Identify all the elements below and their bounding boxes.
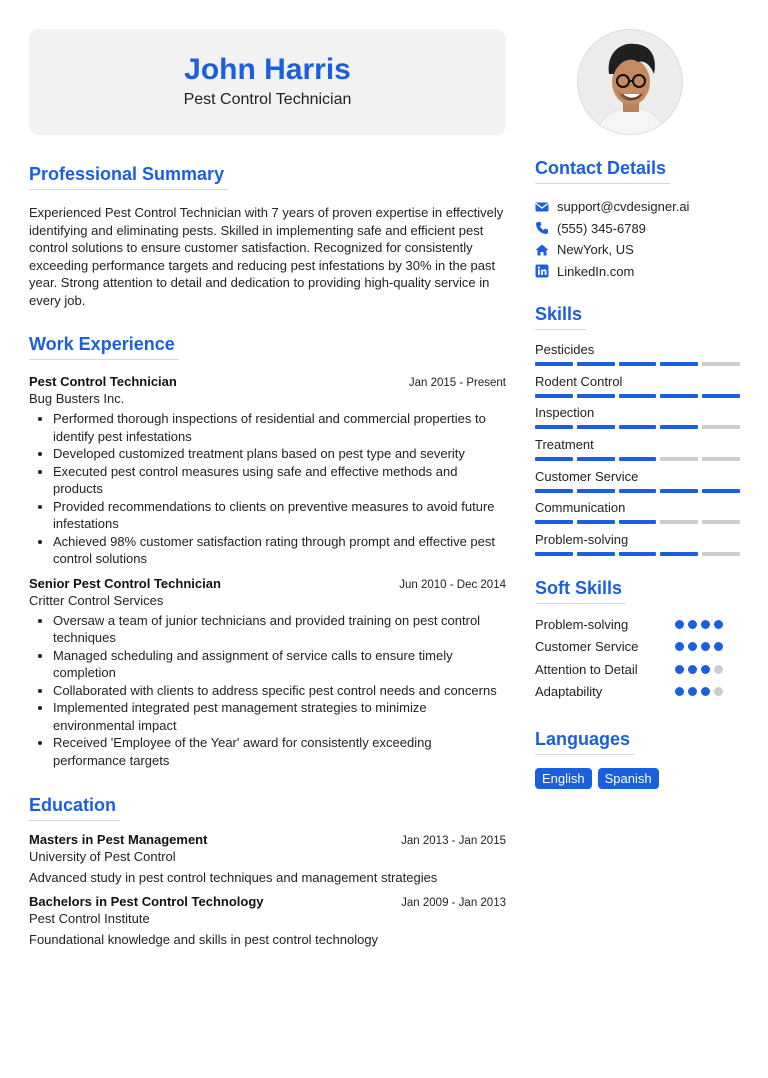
envelope-icon <box>535 200 549 214</box>
skill-level-segment <box>577 457 615 461</box>
professional-summary-section <box>29 164 506 309</box>
rating-dot <box>714 665 723 674</box>
skill-level-segment <box>702 457 740 461</box>
skill-level-segment <box>619 489 657 493</box>
candidate-name: John Harris <box>184 53 351 86</box>
skills-section <box>535 304 740 564</box>
rating-dot <box>688 687 697 696</box>
skill-label: Customer Service <box>535 468 639 484</box>
rating-dot <box>688 642 697 651</box>
rating-dot <box>701 642 710 651</box>
bullet-item: • Executed pest control measures using safe and effective methods and products <box>53 463 506 498</box>
job-company: Critter Control Services <box>29 592 164 608</box>
education-entry <box>29 832 506 885</box>
contact-email <box>535 196 740 218</box>
skill-level-bar <box>535 520 740 524</box>
skill-level-segment <box>660 489 698 493</box>
contact-phone-text: (555) 345-6789 <box>557 220 646 236</box>
job-date: Jan 2015 - Present <box>408 377 506 389</box>
skill-level-segment <box>702 362 740 366</box>
language-badges <box>535 768 740 789</box>
soft-skill-label: Customer Service <box>535 639 639 655</box>
skill-level-segment <box>535 362 573 366</box>
skill-level-segment <box>702 489 740 493</box>
bullet-item: • Performed thorough inspections of residential and commercial properties to identify pest infestations <box>53 410 506 445</box>
work-experience-section <box>29 334 506 769</box>
soft-skills-list <box>535 613 740 703</box>
bullet-item: • Developed customized treatment plans based on pest type and severity <box>53 445 506 463</box>
skill-level-bar <box>535 552 740 556</box>
right-column <box>535 158 740 789</box>
skill-label: Rodent Control <box>535 373 623 389</box>
skill-level-segment <box>577 425 615 429</box>
school-name: University of Pest Control <box>29 849 176 864</box>
skill-level-segment <box>619 520 657 524</box>
contact-location <box>535 239 740 261</box>
education-description: Advanced study in pest control techniques and management strategies <box>29 870 438 885</box>
rating-dot <box>714 620 723 629</box>
skill-item <box>535 342 740 374</box>
skill-level-segment <box>619 457 657 461</box>
bullet-item: • Implemented integrated pest management strategies to minimize environmental impact <box>53 699 506 734</box>
languages-section <box>535 729 740 789</box>
job-company: Bug Busters Inc. <box>29 391 125 406</box>
skill-label: Pesticides <box>535 342 595 357</box>
language-badge: Spanish <box>598 768 659 789</box>
soft-skill-rating <box>675 665 723 674</box>
rating-dot <box>688 620 697 629</box>
skill-item <box>535 405 740 437</box>
education-section <box>29 795 506 947</box>
job-entry <box>29 576 506 770</box>
job-entry <box>29 374 506 568</box>
soft-skills-section <box>535 578 740 703</box>
skill-label: Treatment <box>535 437 594 453</box>
skill-level-segment <box>577 362 615 366</box>
left-column <box>29 164 506 947</box>
education-entry <box>29 894 506 947</box>
linkedin-icon <box>535 264 549 278</box>
rating-dot <box>701 687 710 696</box>
contact-location-text: NewYork, US <box>557 242 634 258</box>
rating-dot <box>675 642 684 651</box>
skill-level-segment <box>702 425 740 429</box>
bullet-item: • Provided recommendations to clients on preventive measures to avoid future infestations <box>53 498 506 533</box>
soft-skill-item <box>535 635 740 658</box>
skill-item <box>535 437 740 469</box>
languages-title: Languages <box>535 729 634 755</box>
soft-skill-label: Problem-solving <box>535 616 629 632</box>
degree-title: Masters in Pest Management <box>29 832 208 847</box>
soft-skill-item <box>535 680 740 703</box>
skill-level-bar <box>535 425 740 429</box>
skill-level-segment <box>577 520 615 524</box>
skill-level-segment <box>535 425 573 429</box>
soft-skill-label: Adaptability <box>535 684 603 700</box>
contact-linkedin <box>535 261 740 283</box>
skill-level-segment <box>660 425 698 429</box>
skill-level-segment <box>702 394 740 398</box>
profile-photo <box>577 29 683 135</box>
skill-item <box>535 500 740 532</box>
job-bullets <box>29 410 506 568</box>
phone-icon <box>535 221 549 235</box>
skill-level-segment <box>619 425 657 429</box>
rating-dot <box>675 620 684 629</box>
education-date: Jan 2009 - Jan 2013 <box>401 897 506 909</box>
skill-level-segment <box>535 457 573 461</box>
skill-level-segment <box>577 489 615 493</box>
skill-level-bar <box>535 489 740 493</box>
education-date: Jan 2013 - Jan 2015 <box>401 835 506 847</box>
skill-level-segment <box>535 520 573 524</box>
rating-dot <box>701 665 710 674</box>
contact-email-text[interactable]: support@cvdesigner.ai <box>557 199 690 215</box>
summary-title: Professional Summary <box>29 164 228 190</box>
job-date: Jun 2010 - Dec 2014 <box>399 578 506 591</box>
work-experience-title: Work Experience <box>29 334 179 360</box>
contact-phone <box>535 218 740 240</box>
contact-linkedin-text[interactable]: LinkedIn.com <box>557 263 635 279</box>
skill-level-segment <box>660 362 698 366</box>
skill-level-segment <box>619 552 657 556</box>
soft-skill-item <box>535 658 740 681</box>
skill-label: Problem-solving <box>535 532 629 548</box>
skill-level-segment <box>535 394 573 398</box>
school-name: Pest Control Institute <box>29 911 150 926</box>
skill-level-bar <box>535 362 740 366</box>
rating-dot <box>675 687 684 696</box>
avatar-illustration <box>578 30 683 135</box>
skill-item <box>535 469 740 501</box>
skill-level-segment <box>535 489 573 493</box>
skill-level-segment <box>535 552 573 556</box>
rating-dot <box>701 620 710 629</box>
skill-label: Communication <box>535 500 626 516</box>
skill-item <box>535 374 740 406</box>
job-title: Pest Control Technician <box>29 374 177 389</box>
bullet-item: • Received 'Employee of the Year' award for consistently exceeding performance targets <box>53 734 506 769</box>
rating-dot <box>714 687 723 696</box>
language-badge: English <box>535 768 592 789</box>
bullet-item: • Managed scheduling and assignment of service calls to ensure timely completion <box>53 647 506 682</box>
bullet-item: • Oversaw a team of junior technicians and provided training on pest control techniques <box>53 612 506 647</box>
skill-level-segment <box>702 552 740 556</box>
rating-dot <box>714 642 723 651</box>
summary-text: Experienced Pest Control Technician with 7 years of proven expertise in effectively identifying and eliminating pests. Skilled in implementing safe and efficient pest control solutions to ensure customer satisfaction. Recognized for consistently exceeding performance targets and reducing pest infestations by 30% in the past year. Strong attention to detail and dedication to providing high-quality service in every job. <box>29 205 504 308</box>
rating-dot <box>675 665 684 674</box>
contact-title: Contact Details <box>535 158 670 184</box>
skill-item <box>535 532 740 564</box>
rating-dot <box>688 665 697 674</box>
skills-title: Skills <box>535 304 586 330</box>
bullet-item: • Achieved 98% customer satisfaction rating through prompt and effective pest control solutions <box>53 533 506 568</box>
education-description: Foundational knowledge and skills in pest control technology <box>29 932 379 947</box>
skill-level-segment <box>619 362 657 366</box>
education-title: Education <box>29 795 120 821</box>
skill-level-segment <box>660 520 698 524</box>
contact-section <box>535 158 740 282</box>
skill-level-segment <box>702 520 740 524</box>
soft-skill-rating <box>675 642 723 651</box>
soft-skill-rating <box>675 620 723 629</box>
skill-level-bar <box>535 457 740 461</box>
skill-level-segment <box>577 394 615 398</box>
skill-level-segment <box>660 394 698 398</box>
skills-list <box>535 342 740 564</box>
soft-skill-item <box>535 613 740 636</box>
skill-level-segment <box>577 552 615 556</box>
soft-skills-title: Soft Skills <box>535 578 626 604</box>
soft-skill-label: Attention to Detail <box>535 661 638 677</box>
skill-label: Inspection <box>535 405 595 421</box>
job-bullets <box>29 612 506 770</box>
bullet-item: • Collaborated with clients to address specific pest control needs and concerns <box>53 682 506 700</box>
skill-level-segment <box>660 457 698 461</box>
job-title: Senior Pest Control Technician <box>29 575 221 591</box>
skill-level-segment <box>660 552 698 556</box>
skill-level-bar <box>535 394 740 398</box>
soft-skill-rating <box>675 687 723 696</box>
skill-level-segment <box>619 394 657 398</box>
header-box <box>29 29 506 135</box>
candidate-role: Pest Control Technician <box>183 91 352 108</box>
home-icon <box>535 243 549 257</box>
degree-title: Bachelors in Pest Control Technology <box>29 894 264 909</box>
